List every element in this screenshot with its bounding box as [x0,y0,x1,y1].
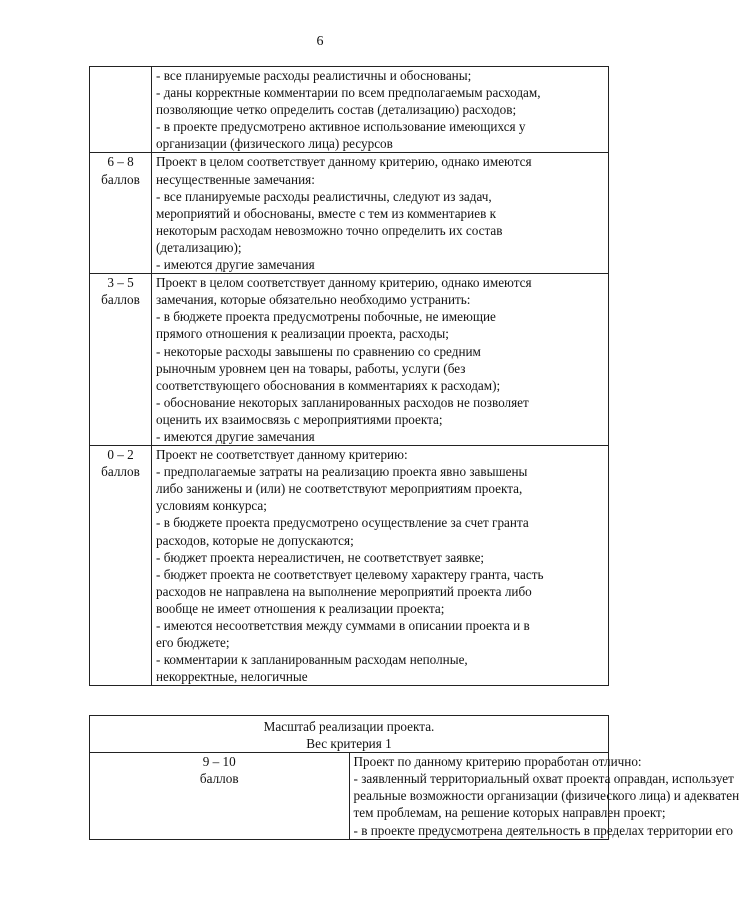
description-line: - в проекте предусмотрено активное использование имеющихся у [156,119,526,135]
description-line: либо занижены и (или) не соответствуют мероприятиям проекта, [156,481,523,497]
description-line: - все планируемые расходы реалистичны и обоснованы; [156,68,472,83]
description-line: условиям конкурса; [156,498,267,514]
score-cell [90,753,350,839]
description-line: - в бюджете проекта предусмотрено осуществление за счет гранта [156,515,529,531]
criteria-table-scale [89,715,739,840]
score-row [90,153,609,274]
score-range: 0 – 2 [107,447,134,463]
description-line: - имеются несоответствия между суммами в описании проекта и в [156,618,530,633]
score-unit: баллов [199,771,239,787]
description-line: расходов не направлена на выполнение мероприятий проекта либо [156,583,532,599]
score-unit: баллов [101,292,140,308]
description-line: - бюджет проекта нереалистичен, не соответствует заявке; [156,549,485,565]
description-cell [152,153,609,274]
description-cell [349,753,739,839]
description-cell [152,446,609,686]
description-cell [152,67,609,153]
description-line: реальные возможности организации (физического лица) и адекватен [353,788,739,804]
description-line: - некоторые расходы завышены по сравнению со средним [156,343,481,359]
description-line: расходов, которые не допускаются; [156,532,354,548]
score-unit: баллов [101,464,140,480]
criterion-header-row [90,716,609,753]
description-line: мероприятий и обоснованы, вместе с тем из комментариев к [156,205,496,221]
description-line: замечания, которые обязательно необходимо устранить: [156,292,471,308]
criterion-weight: Вес критерия 1 [306,736,392,752]
description-line: рыночным уровнем цен на товары, работы, услуги (без [156,360,466,376]
description-line: вообще не имеет отношения к реализации проекта; [156,600,445,616]
description-line: - имеются другие замечания [156,257,315,273]
description-line: - имеются другие замечания [156,428,315,444]
score-cell [90,67,152,153]
description-line: тем проблемам, на решение которых направлен проект; [353,805,666,821]
description-line: некоторым расходам невозможно точно определить их состав [156,222,503,238]
score-unit: баллов [101,171,140,187]
description-line: соответствующего обоснования в комментариях к расходам); [156,377,501,393]
page-number: 6 [316,34,324,49]
description-line: Проект не соответствует данному критерию: [156,447,408,463]
score-cell [90,446,152,686]
score-row [90,274,609,446]
description-line: - в проекте предусмотрена деятельность в пределах территории его [353,822,734,838]
score-range: 3 – 5 [107,275,134,291]
description-line: позволяющие четко определить состав (детализацию) расходов; [156,102,517,118]
description-line: (детализацию); [156,239,242,255]
description-line: - в бюджете проекта предусмотрены побочные, не имеющие [156,309,496,325]
description-line: - бюджет проекта не соответствует целевому характеру гранта, часть [156,566,544,582]
description-line: организации (физического лица) ресурсов [156,136,393,152]
score-range: 6 – 8 [107,154,134,170]
description-line: - комментарии к запланированным расходам неполные, [156,652,468,668]
description-line: Проект в целом соответствует данному критерию, однако имеются [156,154,532,170]
criterion-header [90,716,609,753]
criteria-table-budget [89,66,609,686]
description-line: Проект в целом соответствует данному критерию, однако имеются [156,275,532,291]
score-row [90,67,609,153]
description-cell [152,274,609,446]
description-line: - заявленный территориальный охват проекта оправдан, использует [353,771,734,787]
description-line: несущественные замечания: [156,171,315,187]
description-line: некорректные, нелогичные [156,669,308,685]
description-line: - все планируемые расходы реалистичны, следуют из задач, [156,188,492,204]
score-range: 9 – 10 [202,754,236,770]
description-line: прямого отношения к реализации проекта, расходы; [156,326,449,342]
description-line: Проект по данному критерию проработан отлично: [353,754,642,770]
score-cell [90,274,152,446]
score-cell [90,153,152,274]
description-line: его бюджете; [156,635,230,651]
score-row [90,753,609,839]
description-line: - предполагаемые затраты на реализацию проекта явно завышены [156,464,528,480]
criterion-title: Масштаб реализации проекта. [263,719,435,734]
description-line: - обоснование некоторых запланированных расходов не позволяет [156,394,529,410]
score-row [90,446,609,686]
description-line: - даны корректные комментарии по всем предполагаемым расходам, [156,85,541,101]
description-line: оценить их взаимосвязь с мероприятиями проекта; [156,411,443,427]
